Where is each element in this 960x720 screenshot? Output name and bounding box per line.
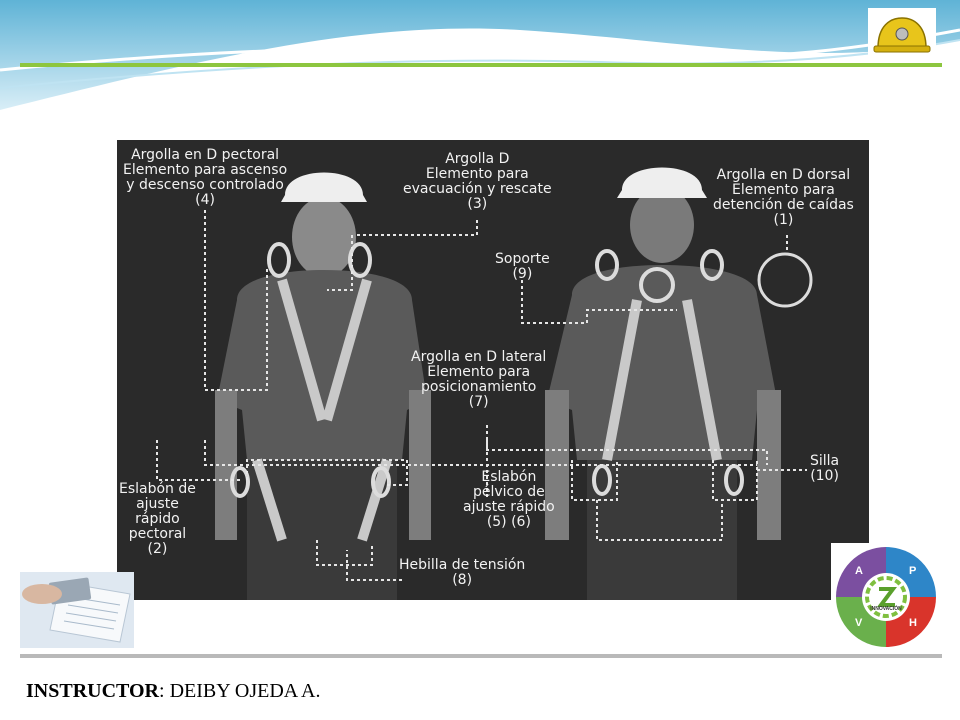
label-evacuation-d-ring: Argolla D Elemento para evacuación y rescate (3) <box>403 151 552 212</box>
instructor-name: DEIBY OJEDA A. <box>169 680 321 702</box>
label-dorsal-d-ring: Argolla en D dorsal Elemento para detención de caídas (1) <box>713 167 854 228</box>
instructor-label: INSTRUCTOR <box>26 680 159 702</box>
apvh-h: H <box>909 617 917 629</box>
label-support: Soporte (9) <box>495 251 550 282</box>
label-pectoral-d-ring: Argolla en D pectoral Elemento para ascenso y descenso controlado (4) <box>123 147 288 208</box>
calculator-thumbnail <box>20 572 134 648</box>
apvh-p: P <box>909 565 917 577</box>
apvh-a: A <box>855 565 863 577</box>
harness-diagram-photo <box>117 140 869 600</box>
label-tension-buckle: Hebilla de tensión (8) <box>399 557 526 588</box>
footer-grey-rule <box>20 654 942 658</box>
instructor-separator: : <box>159 680 170 702</box>
apvh-center-text: INNOVACIÓN <box>870 606 902 612</box>
label-lateral-d-ring: Argolla en D lateral Elemento para posicionamiento (7) <box>411 349 547 410</box>
header-green-rule <box>20 63 942 67</box>
apvh-innovation-logo <box>831 543 941 651</box>
label-pelvic-quick-adjust: Eslabón pélvico de ajuste rápido (5) (6) <box>463 469 555 530</box>
label-seat: Silla (10) <box>810 453 840 484</box>
header-wave-decoration <box>0 0 960 110</box>
apvh-v: V <box>855 617 863 629</box>
label-chest-quick-adjust: Eslabón de ajuste rápido pectoral (2) <box>119 481 196 557</box>
instructor-footer <box>26 680 321 703</box>
helmet-logo <box>868 8 936 58</box>
